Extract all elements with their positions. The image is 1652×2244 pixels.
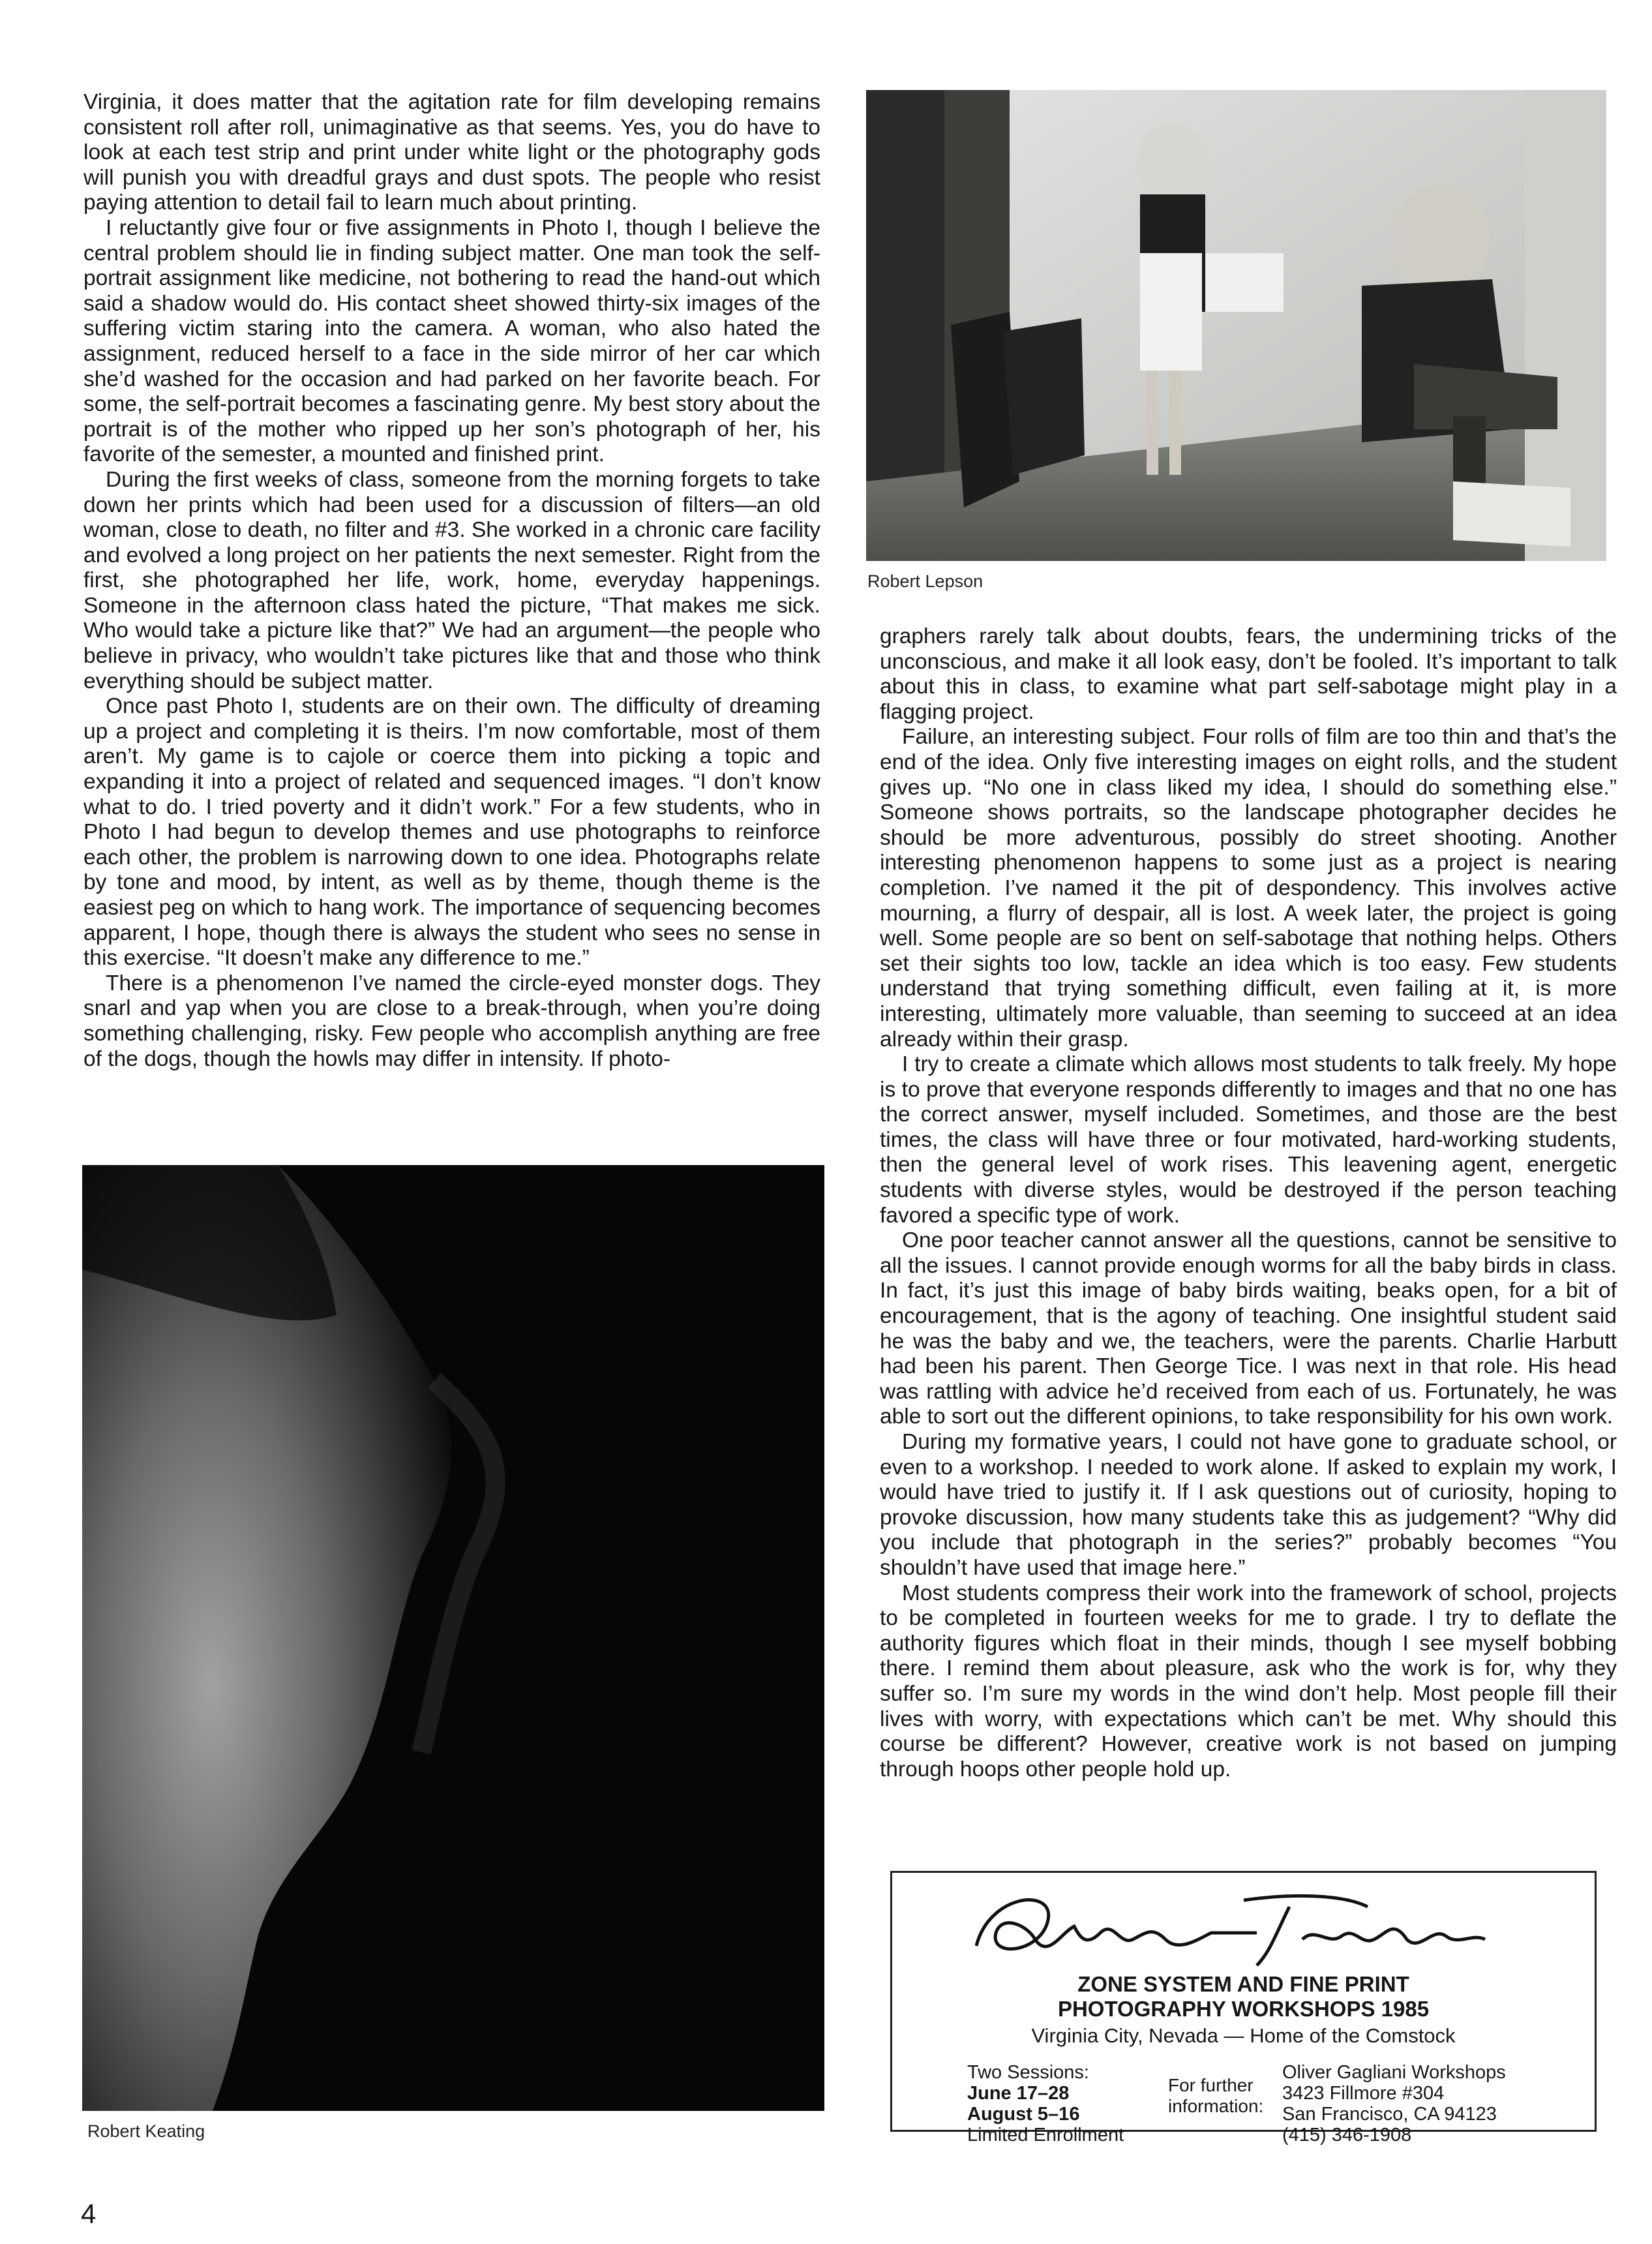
caption-top-photo: Robert Lepson <box>867 571 984 591</box>
paragraph: Most students compress their work into the framework of school, projects to be completed in fourteen weeks for me to grade. I try to deflate the authority figures which float in their minds, though I see myself bobbing there. I remind them about pleasure, ask who the work is for, why they suffer so. I’m sure my words in the wind don’t help. Most people fill their lives with worry, with expectations which can’t be met. Why should this course be different? However, creative work is not based on jumping through hoops other people hold up. <box>880 1581 1617 1782</box>
photo-elderly-couple-image <box>866 90 1606 561</box>
info-label-line2: information: <box>1168 2096 1264 2116</box>
paragraph: Failure, an interesting subject. Four rolls of film are too thin and that’s the end of the idea. Only five interesting images on eight rolls, and the student gives up. “No one in class liked my idea, I should do something else.” Someone shows portraits, so the landscape photographer decides he should be more adventurous, possibly do street shooting. Another interesting phenomenon happens to some just as a project is nearing completion. I’ve named it the pit of despondency. This involves active mourning, a flurry of despair, all is lost. A week later, the project is going well. Some people are so bent on self-sabotage that nothing helps. Others set their sights too low, tackle an idea which is too easy. Few students understand that trying something difficult, even failing at it, is more interesting, ultimately more valuable, than seeming to succeed at an idea already within their grasp. <box>880 725 1617 1052</box>
page-number: 4 <box>81 2198 97 2229</box>
ad-sessions <box>967 2062 1124 2145</box>
paragraph: There is a phenomenon I’ve named the circle-eyed monster dogs. They snarl and yap when you are close to a break-through, when you’re doing something challenging, risky. Few people who accomplish anything are free of the dogs, though the howls may differ in intensity. If photo- <box>83 971 820 1071</box>
caption-bottom-photo: Robert Keating <box>87 2121 205 2141</box>
paragraph: Once past Photo I, students are on their own. The difficulty of dreaming up a project and completing it is theirs. I’m now comfortable, most of them aren’t. My game is to cajole or coerce them into picking a topic and expanding it into a project of related and sequenced images. “I don’t know what to do. I tried poverty and it didn’t work.” For a few students, who in Photo I had begun to develop themes and use photographs to reinforce each other, the problem is narrowing down to one idea. Photographs relate by tone and mood, by intent, as well as by theme, though theme is the easiest peg on which to hang work. The importance of sequencing becomes apparent, I hope, though there is always the student who sees no sense in this exercise. “It doesn’t make any difference to me.” <box>83 694 820 971</box>
ad-contact <box>1282 2062 1506 2145</box>
paragraph: graphers rarely talk about doubts, fears, the undermining tricks of the unconscious, and make it all look easy, don’t be fooled. It’s important to talk about this in class, to examine what part self-sabotage might play in a flagging project. <box>880 624 1617 724</box>
photo-nude-silhouette <box>82 1165 824 2111</box>
session-1: June 17–28 <box>967 2083 1070 2104</box>
info-label-line1: For further <box>1168 2075 1254 2095</box>
ad-info-label <box>1168 2075 1263 2117</box>
ad-title-line2: PHOTOGRAPHY WORKSHOPS 1985 <box>1057 1997 1430 2021</box>
contact-street: 3423 Fillmore #304 <box>1282 2083 1445 2104</box>
right-column <box>880 624 1617 1782</box>
photo-elderly-couple <box>866 90 1606 561</box>
left-column <box>83 90 820 1072</box>
ad-title-line1: ZONE SYSTEM AND FINE PRINT <box>1077 1972 1409 1996</box>
workshop-advertisement <box>890 1871 1597 2145</box>
signature-graphic <box>950 1881 1537 1972</box>
paragraph: During my formative years, I could not have gone to graduate school, or even to a workshop. I needed to work alone. If asked to explain my work, I would have tried to justify it. If I ask questions out of curiosity, hoping to provoke discussion, how many students take this as judgement? “Why did you include that photograph in the series?” probably becomes “You shouldn’t have used that image here.” <box>880 1430 1617 1580</box>
sessions-label: Two Sessions: <box>967 2062 1089 2083</box>
paragraph: During the first weeks of class, someone from the morning forgets to take down her prints which had been used for a discussion of filters—an old woman, close to death, no filter and #3. She worked in a chronic care facility and evolved a long project on her patients the next semester. Right from the first, she photographed her life, work, home, everyday happenings. Someone in the afternoon class hated the picture, “That makes me sick. Who would take a picture like that?” We had an argument—the people who believe in privacy, who wouldn’t take pictures like that and those who think everything should be subject matter. <box>83 467 820 693</box>
paragraph: I reluctantly give four or five assignments in Photo I, though I believe the central problem should lie in finding subject matter. One man took the self-portrait assignment like medicine, not bothering to read the hand-out which said a shadow would do. His contact sheet showed thirty-six images of the suffering victim staring into the camera. A woman, who also hated the assignment, reduced herself to a face in the side mirror of her car which she’d washed for the occasion and had parked on her favorite beach. For some, the self-portrait becomes a fascinating genre. My best story about the portrait is of the mother who ripped up her son’s photograph of her, his favorite of the semester, a mounted and finished print. <box>83 215 820 467</box>
paragraph: Virginia, it does matter that the agitation rate for film developing remains consistent roll after roll, unimaginative as that seems. Yes, you do have to look at each test strip and print under white light or the photography gods will punish you with dreadful grays and dust spots. The people who resist paying attention to detail fail to learn much about printing. <box>83 90 820 215</box>
photo-nude-silhouette-image <box>82 1165 824 2111</box>
contact-phone: (415) 346-1908 <box>1282 2125 1412 2145</box>
ad-subtitle: Virginia City, Nevada — Home of the Comstock <box>1031 2024 1456 2047</box>
session-2: August 5–16 <box>967 2104 1080 2125</box>
paragraph: One poor teacher cannot answer all the questions, cannot be sensitive to all the issues. I cannot provide enough worms for all the baby birds in class. In fact, it’s just this image of baby birds waiting, beaks open, for a bit of encouragement, that is the agony of teaching. One insightful student said he was the baby and we, the teachers, were the parents. Charlie Harbutt had been his parent. Then George Tice. I was next in that role. His head was rattling with advice he’d received from each of us. Fortunately, he was able to sort out the different opinions, to take responsibility for his own work. <box>880 1228 1617 1429</box>
contact-name: Oliver Gagliani Workshops <box>1282 2062 1506 2083</box>
contact-city: San Francisco, CA 94123 <box>1282 2104 1497 2125</box>
enrollment-note: Limited Enrollment <box>967 2125 1124 2145</box>
paragraph: I try to create a climate which allows most students to talk freely. My hope is to prove that everyone responds differently to images and that no one has the correct answer, myself included. Sometimes, and those are the best times, the class will have three or four motivated, hard-working students, then the general level of work rises. This leavening agent, energetic students with diverse styles, would be destroyed if the person teaching favored a specific type of work. <box>880 1052 1617 1228</box>
